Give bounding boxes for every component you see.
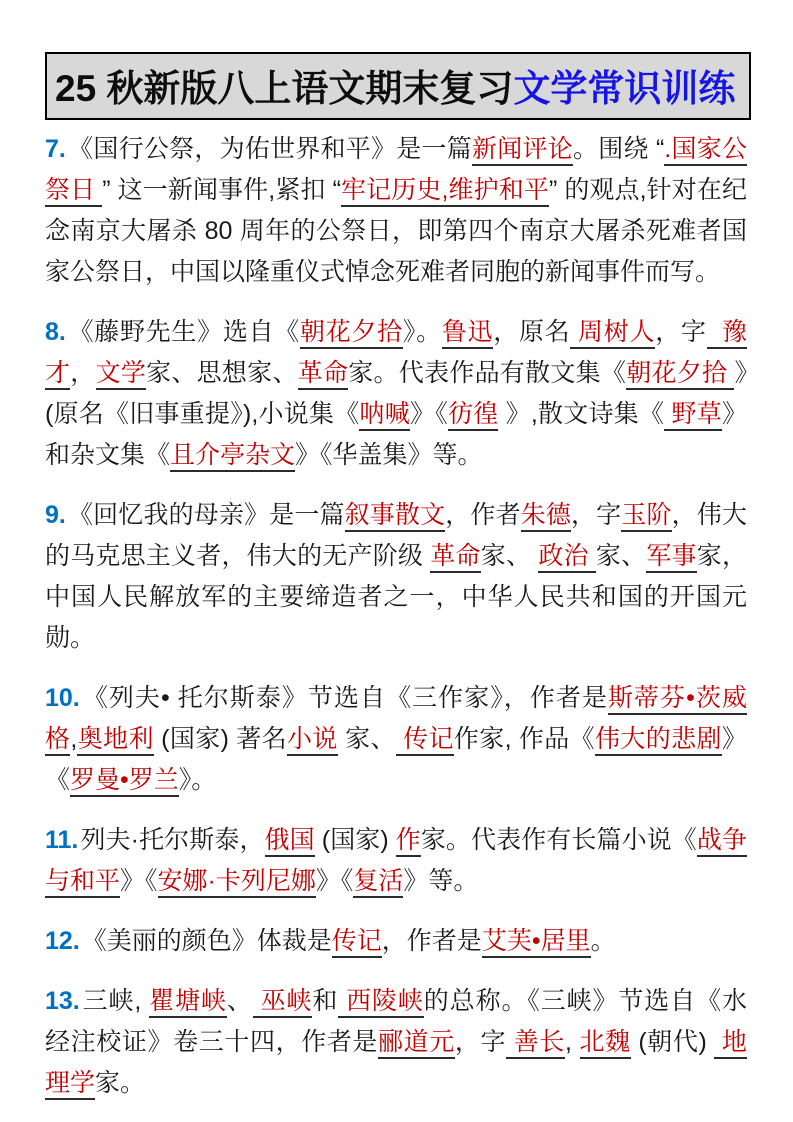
text-run: 列夫·托尔斯泰， xyxy=(80,826,265,854)
text-run: 、 xyxy=(226,987,253,1015)
answer-run: 野草 xyxy=(664,400,722,431)
answer-run: 善长 xyxy=(506,1028,565,1059)
answer-run: 作 xyxy=(396,826,421,857)
answer-run: 豫才 xyxy=(45,318,747,390)
answer-run: 安娜·卡列尼娜 xyxy=(158,867,316,898)
answer-run: 且介亭杂文 xyxy=(170,441,295,472)
answer-run: 俄国 xyxy=(265,826,315,857)
answer-run: .国家公祭日 xyxy=(45,135,747,207)
answer-run: 传记 xyxy=(396,725,454,756)
text-run: 》《 xyxy=(315,867,354,895)
answer-run: 艾芙•居里 xyxy=(482,927,591,958)
answer-run: 郦道元 xyxy=(378,1028,455,1059)
question-item xyxy=(45,820,747,902)
text-run: ，作者 xyxy=(445,501,521,529)
answer-run: 朱德 xyxy=(521,501,571,532)
text-run: 》《 xyxy=(120,867,158,895)
text-run: 家、 xyxy=(595,542,647,570)
text-run: (国家) 著名 xyxy=(153,725,287,753)
answer-run: 斯蒂芬•茨威格 xyxy=(45,684,747,756)
text-run: , xyxy=(70,725,78,753)
text-run: ” 这一新闻事件,紧扣 “ xyxy=(102,176,341,204)
answer-run: 地理学 xyxy=(45,1028,747,1100)
item-number: 7. xyxy=(45,135,66,163)
text-run: 《藤野先生》选自《 xyxy=(67,318,300,346)
question-item xyxy=(45,495,747,659)
question-item xyxy=(45,921,747,962)
answer-run: 叙事散文 xyxy=(345,501,446,532)
item-number: 9. xyxy=(45,501,66,529)
text-run: 。围绕 “ xyxy=(573,135,665,163)
answer-run: 彷徨 xyxy=(448,400,498,431)
text-run: ，原名 xyxy=(493,318,571,346)
document-title xyxy=(45,52,751,120)
answer-run: 朝花夕拾 xyxy=(300,318,403,349)
text-run: 》《 xyxy=(45,725,747,794)
text-run: 》和杂文集《 xyxy=(45,400,747,469)
answer-run: 军事 xyxy=(646,542,696,573)
text-run: 》等。 xyxy=(403,867,479,895)
answer-run: 玉阶 xyxy=(621,501,671,532)
answer-run: 牢记历史,维护和平 xyxy=(341,176,549,207)
text-run: 家、思想家、 xyxy=(146,359,298,387)
question-item xyxy=(45,678,747,801)
answer-run: 罗曼•罗兰 xyxy=(70,766,179,797)
text-run: ，字 xyxy=(454,1028,507,1056)
answer-run: 政治 xyxy=(538,542,596,573)
answer-run: 伟大的悲剧 xyxy=(595,725,722,756)
text-run: 三峡, xyxy=(81,987,150,1015)
text-run: 》《 xyxy=(409,400,448,428)
text-run: 家。代表作有长篇小说《 xyxy=(420,826,697,854)
answer-run: 鲁迅 xyxy=(442,318,493,349)
text-run: 家，中国人民解放军的主要缔造者之一，中华人民共和国的开国元勋。 xyxy=(45,542,747,652)
text-run: 》(原名《旧事重提》),小说集《 xyxy=(45,359,747,428)
text-run: 家、 xyxy=(337,725,396,753)
answer-run: 瞿塘峡 xyxy=(149,987,227,1018)
text-run: 。 xyxy=(590,927,616,955)
answer-run: 奥地利 xyxy=(77,725,154,756)
answer-run: 周树人 xyxy=(570,318,655,349)
text-run: 》。 xyxy=(402,318,442,346)
text-run: ， xyxy=(70,359,96,387)
text-run: 《美丽的颜色》体裁是 xyxy=(81,927,332,955)
title-text-blue: 文学常识训练 xyxy=(513,68,736,109)
text-run: 作家, 作品《 xyxy=(453,725,596,753)
item-number: 12. xyxy=(45,927,80,955)
text-run: ，作者是 xyxy=(381,927,482,955)
text-run: 和 xyxy=(312,987,339,1015)
text-run: 》。 xyxy=(178,766,217,794)
items-list xyxy=(45,129,747,1104)
text-run: 家。 xyxy=(95,1069,146,1097)
text-run: 》,散文诗集《 xyxy=(498,400,665,428)
question-item xyxy=(45,312,747,476)
answer-run: 革命 xyxy=(430,542,480,573)
answer-run: 北魏 xyxy=(580,1028,631,1059)
text-run: ，字 xyxy=(571,501,622,529)
item-number: 10. xyxy=(45,684,80,712)
text-run: (国家) xyxy=(314,826,396,854)
answer-run: 文学 xyxy=(96,359,147,390)
text-run: 》《华盖集》等。 xyxy=(295,441,483,469)
question-item xyxy=(45,981,747,1104)
answer-run: 巫峡 xyxy=(253,987,313,1018)
answer-run: 革命 xyxy=(298,359,349,390)
answer-run: 复活 xyxy=(353,867,403,898)
answer-run: 朝花夕拾 xyxy=(626,359,734,390)
answer-run: 西陵峡 xyxy=(338,987,424,1018)
text-run: ” 的观点,针对在纪念南京大屠杀 80 周年的公祭日，即第四个南京大屠杀死难者国家公祭日，中国以隆重仪式悼念死难者同胞的新闻事件而写。 xyxy=(45,176,747,286)
text-run: , xyxy=(564,1028,580,1056)
item-number: 13. xyxy=(45,987,80,1015)
item-number: 8. xyxy=(45,318,66,346)
text-run: 《列夫• 托尔斯泰》节选自《三作家》，作者是 xyxy=(81,684,608,712)
answer-run: 战争与和平 xyxy=(45,826,747,898)
text-run: 的总称。《三峡》节选自《水经注校证》卷三十四，作者是 xyxy=(45,987,747,1056)
title-text-black: 25 秋新版八上语文期末复习 xyxy=(55,68,514,109)
answer-run: 小说 xyxy=(287,725,338,756)
text-run: 《回忆我的母亲》是一篇 xyxy=(67,501,345,529)
question-item xyxy=(45,129,747,293)
answer-run: 新闻评论 xyxy=(472,135,573,166)
text-run: 《国行公祭，为佑世界和平》是一篇 xyxy=(67,135,473,163)
text-run: 家。代表作品有散文集《 xyxy=(348,359,627,387)
answer-run: 呐喊 xyxy=(359,400,409,431)
text-run: ，伟大的马克思主义者，伟大的无产阶级 xyxy=(45,501,747,570)
text-run: (朝代) xyxy=(630,1028,715,1056)
text-run: 家、 xyxy=(480,542,539,570)
item-number: 11. xyxy=(45,826,79,854)
text-run: ，字 xyxy=(655,318,707,346)
answer-run: 传记 xyxy=(332,927,382,958)
